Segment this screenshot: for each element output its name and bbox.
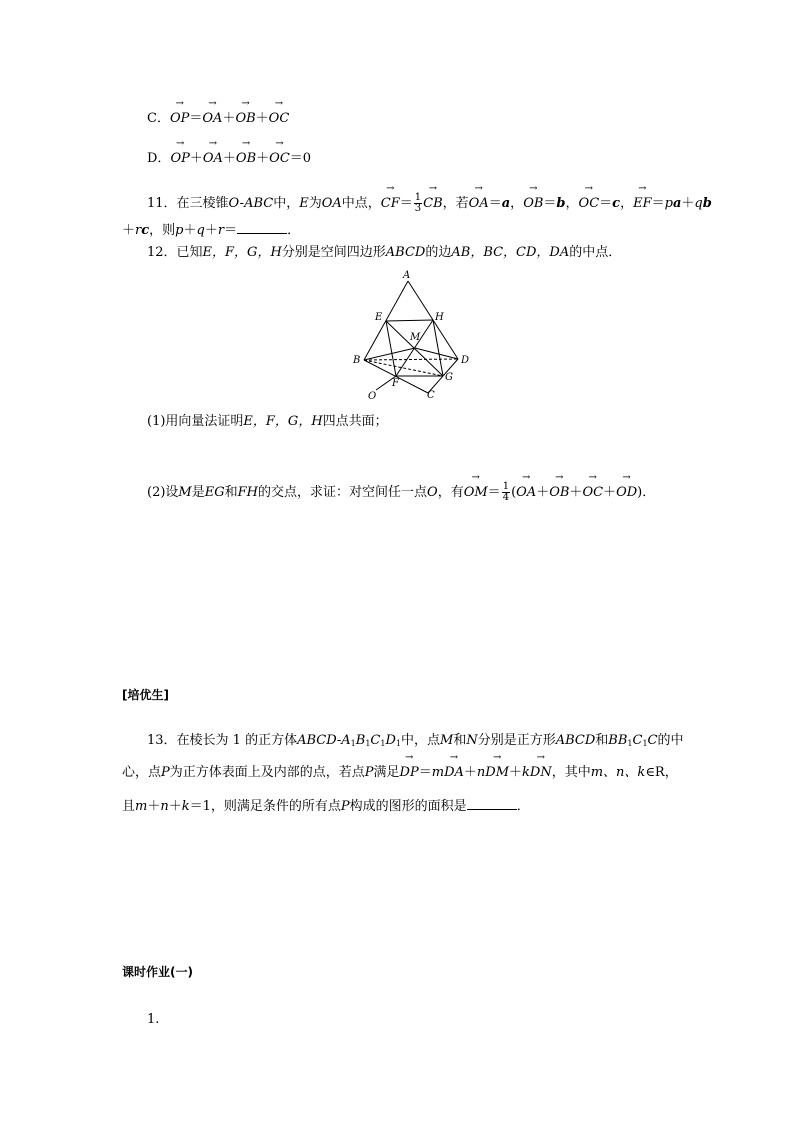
vector-ob: → OB bbox=[236, 150, 256, 168]
label-o: O bbox=[368, 391, 377, 402]
vector-ob: → OB bbox=[523, 195, 543, 213]
question-13-line-3: 且m＋n＋k＝1，则满足条件的所有点P构成的图形的面积是 ． bbox=[122, 799, 530, 814]
section-heading: [培优生] bbox=[122, 688, 169, 702]
label-a: A bbox=[403, 270, 411, 281]
label-d: D bbox=[461, 355, 470, 366]
vector-oa: → OA bbox=[516, 484, 536, 502]
vector-dm: → DM bbox=[485, 764, 509, 782]
vector-cf: → CF bbox=[381, 195, 400, 213]
question-12-part-1: (1)用向量法证明E，F，G，H四点共面； bbox=[147, 414, 388, 429]
question-13-line-1: 13．在棱长为 1 的正方体ABCD-$A_1B_1C_1D_1$中，点M和N分别是正方形ABCD和$BB_1C_1C$的中 bbox=[147, 733, 684, 748]
vector-ob: → OB bbox=[549, 484, 569, 502]
label-h: H bbox=[435, 312, 444, 323]
answer-blank bbox=[467, 797, 517, 810]
vector-cb: → CB bbox=[423, 195, 443, 213]
label-m: M bbox=[410, 332, 421, 343]
fraction-one-quarter: $\frac{1}{4}$ bbox=[502, 481, 510, 503]
vector-ob: → OB bbox=[235, 110, 255, 128]
label-f: F bbox=[392, 378, 399, 389]
homework-title: 课时作业(一) bbox=[122, 965, 193, 979]
vector-oc: → OC bbox=[269, 110, 290, 128]
vector-om: → OM bbox=[464, 484, 488, 502]
question-11-line-1: 11．在三棱锥O-ABC中，E为OA中点，→ CF＝ $\frac{1}{3}$ → CB，若→ OA＝a，→ OB＝b，→ OC＝c，→ EF＝pa＋qb bbox=[147, 193, 712, 214]
vector-da: → DA bbox=[444, 764, 464, 782]
label-g: G bbox=[445, 372, 453, 383]
question-12-part-2: (2)设M是EG和FH的交点，求证：对空间任一点O，有→ OM＝ $\frac{1}{4}$ (→ OA＋→ OB＋→ OC＋→ OD)． bbox=[147, 482, 655, 503]
segment-bg-dashed bbox=[364, 360, 443, 376]
vector-oa: → OA bbox=[469, 195, 489, 213]
vector-oc: → OC bbox=[579, 195, 600, 213]
answer-blank bbox=[237, 221, 287, 234]
option-d: D．→ OP＋→ OA＋→ OB＋→ OC＝0 bbox=[147, 150, 311, 168]
vector-op: → OP bbox=[170, 110, 189, 128]
question-13-line-2: 心，点P为正方体表面上及内部的点，若点P满足→ DP＝m→ DA＋n→ DM＋k→ DN，其中m、n、k∈R， bbox=[122, 764, 678, 782]
vector-oc: → OC bbox=[582, 484, 603, 502]
vector-od: → OD bbox=[616, 484, 637, 502]
edge-bd-dashed bbox=[364, 359, 458, 360]
label-e: E bbox=[375, 312, 383, 323]
homework-item-1: 1. bbox=[147, 1012, 160, 1027]
label-c: C bbox=[427, 390, 435, 401]
question-12-intro: 12．已知E，F，G，H分别是空间四边形ABCD的边AB，BC，CD，DA的中点． bbox=[147, 245, 622, 260]
vector-oa: → OA bbox=[202, 110, 222, 128]
question-11-line-2: ＋rc，则p＋q＋r＝ ． bbox=[122, 223, 301, 238]
segment-eh bbox=[386, 320, 433, 321]
vector-dp: → DP bbox=[400, 764, 419, 782]
vector-oa: → OA bbox=[203, 150, 223, 168]
fraction-one-third: $\frac{1}{3}$ bbox=[414, 192, 422, 214]
vector-oc: → OC bbox=[269, 150, 290, 168]
vector-op: → OP bbox=[170, 150, 189, 168]
vector-dn: → DN bbox=[530, 764, 552, 782]
option-c: C．→ OP＝→ OA＋→ OB＋→ OC bbox=[147, 110, 289, 128]
vector-ef: → EF bbox=[633, 195, 652, 213]
label-b: B bbox=[353, 355, 361, 366]
tetrahedron-figure bbox=[350, 266, 480, 406]
